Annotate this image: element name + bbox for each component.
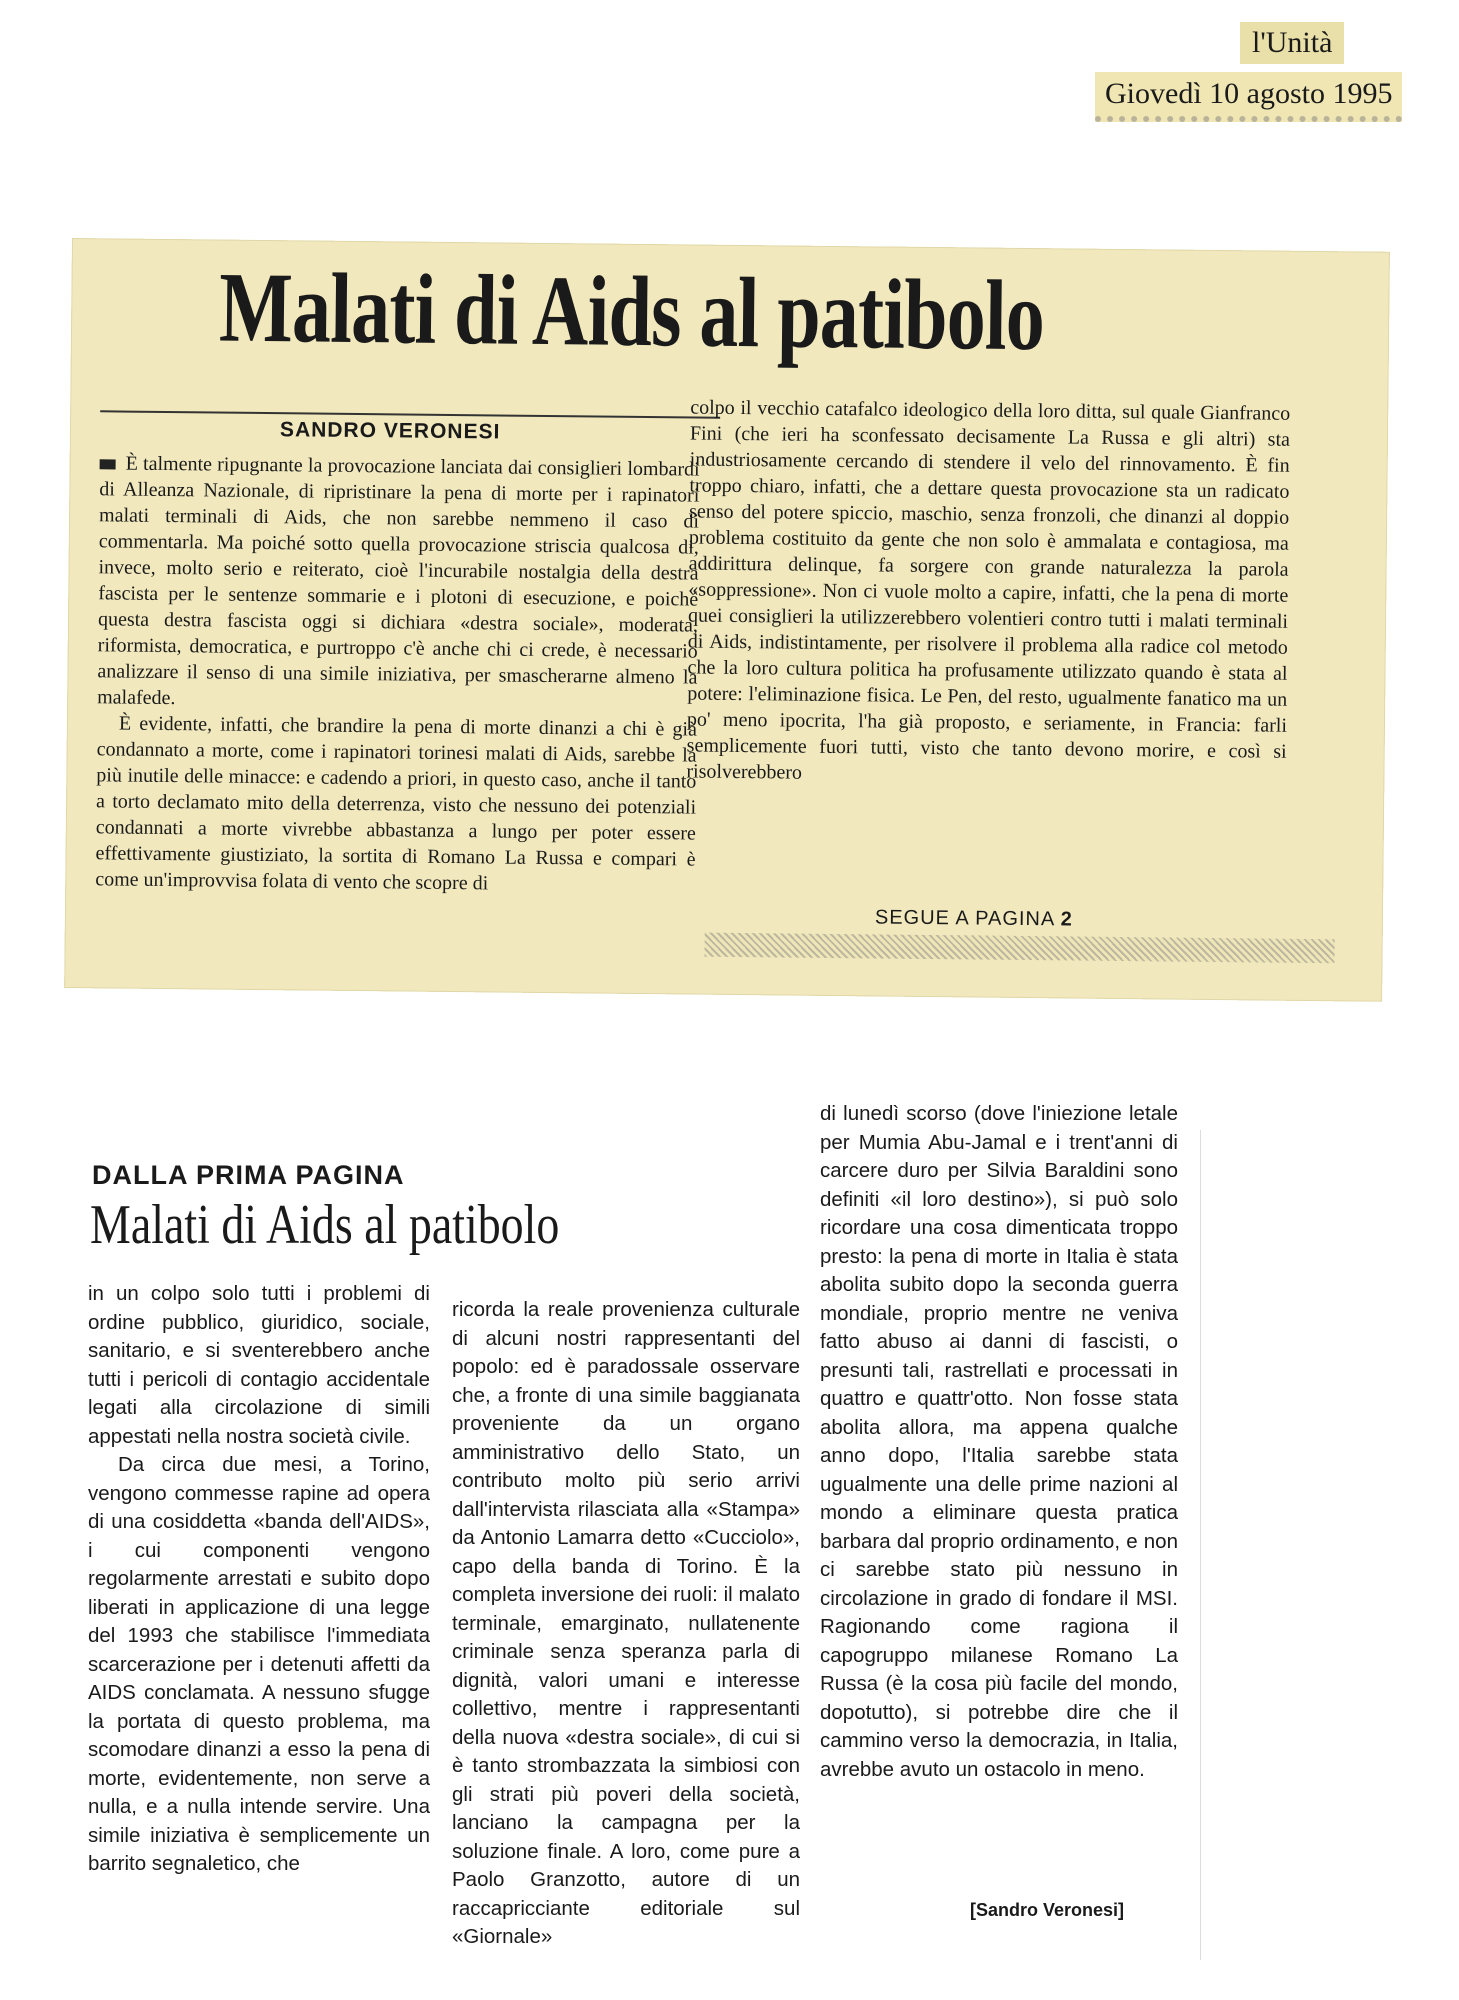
paragraph-bullet-icon (100, 460, 116, 470)
clipping-column-2 (686, 394, 1290, 790)
article-paragraph: ricorda la reale provenienza culturale di alcuni nostri rappresentanti del popolo: ed è paradossale osservare che, a fronte di una simile baggianata proveniente da un organo amministrativo dello Stato, un contributo molto più serio arrivi dall'intervista rilasciata alla «Stampa» da Antonio Lamarra detto «Cucciolo», capo della banda di Torino. È la completa inversione dei ruoli: il malato terminale, emarginato, nullatenente criminale senza speranza parla di dignità, valori umani e interesse collettivo, mentre i rappresentanti della nuova «destra sociale», di cui si è tanto strombazzata la simbiosi con gli strati più poveri della società, lanciano la campagna per la soluzione finale. A loro, come pure a Paolo Granzotto, autore di un raccapricciante editoriale sul «Giornale» (452, 1298, 800, 1948)
continuation-article (60, 1102, 1201, 1960)
article-column-2 (452, 1296, 800, 1952)
clipping-paragraph: È talmente ripugnante la provocazione lanciata dai consiglieri lombardi di Alleanza Nazionale, di ripristinare la pena di morte per i rapinatori malati terminali di Aids, che non sarebbe nemmeno il caso di commentarla. Ma poiché sotto quella provocazione striscia qualcosa di, invece, molto serio e reiterato, cioè l'incurabile nostalgia della destra fascista per le sentenze sommarie e i plotoni di esecuzione, e poiché questa destra fascista oggi si dichiara «destra sociale», moderata, riformista, democratica, e purtroppo c'è anche chi ci crede, è necessario analizzare il senso di una simile iniziativa, per smascherarne almeno la malafede. (97, 452, 700, 710)
segue-page-number: 2 (1060, 908, 1073, 931)
article-paragraph: Da circa due mesi, a Torino, vengono commesse rapine ad opera di una cosiddetta «banda dell'AIDS», i cui componenti vengono regolarmente arrestati e subito dopo liberati in applicazione di una legge del 1993 che stabilisce l'immediata scarcerazione per i detenuti affetti da AIDS conclamata. A nessuno sfugge la portata di questo problema, ma scomodare dinanzi a esso la pena di morte, evidentemente, non serve a nulla, e a nulla intende servire. Una simile iniziativa è semplicemente un barrito segnaletico, che (88, 1453, 430, 1875)
segue-label: SEGUE A PAGINA (874, 906, 1055, 931)
article-column-3 (820, 1100, 1178, 1784)
headline-rule (100, 410, 720, 418)
continued-on-page (875, 906, 1073, 931)
halftone-strip (705, 933, 1335, 964)
article-column-1 (88, 1280, 430, 1879)
article-headline: Malati di Aids al patibolo (90, 1194, 560, 1256)
clipping-column-1 (95, 450, 700, 898)
dateline: Giovedì 10 agosto 1995 (1095, 72, 1402, 122)
author-signature: [Sandro Veronesi] (970, 1900, 1125, 1920)
masthead: l'Unità (1240, 22, 1344, 64)
article-paragraph: in un colpo solo tutti i problemi di ordine pubblico, giuridico, sociale, sanitario, e si sventerebbero anche tutti i pericoli di contagio accidentale legati alla circolazione di simili appestati nella nostra società civile. (88, 1282, 430, 1448)
clipping-paragraph: È evidente, infatti, che brandire la pena di morte dinanzi a chi è già condannato a morte, come i rapinatori torinesi malati di Aids, sarebbe la più inutile delle minacce: e cadendo a priori, in questo caso, anche il tanto a torto declamato mito della deterrenza, visto che nessuno dei potenziali condannati a morte vivrebbe abbastanza a lungo per poter essere effettivamente giustiziato, la sortita di Romano La Russa e compari è come un'improvvisa folata di vento che scopre di (95, 712, 698, 895)
article-paragraph: di lunedì scorso (dove l'iniezione letale per Mumia Abu-Jamal e i trent'anni di carcere duro per Silvia Baraldini sono definiti «il loro destino»), si può solo ricordare una cosa dimenticata troppo presto: la pena di morte in Italia è stata abolita subito dopo la seconda guerra mondiale, proprio mentre ne veniva fatto abuso ai danni di fascisti, o presunti tali, rastrellati e processati in quattro e quattr'otto. Non fosse stata abolita allora, ma appena qualche anno dopo, l'Italia sarebbe stata ugualmente una delle prime nazioni al mondo a eliminare questa pratica barbara dal proprio ordinamento, e non ci sarebbe stato più nessuno in circolazione in grado di fondare il MSI. Ragionando come ragiona il capogruppo milanese Romano La Russa (è la cosa più facile del mondo, dopotutto), si potrebbe dire che il cammino verso la democrazia, in Italia, avrebbe avuto un ostacolo in meno. (820, 1102, 1178, 1781)
front-page-clipping (64, 238, 1390, 1002)
clipping-byline: SANDRO VERONESI (279, 418, 501, 444)
clipping-paragraph: colpo il vecchio catafalco ideologico della loro ditta, sul quale Gianfranco Fini (che ieri ha sconfessato decisamente La Russa e gli altri) sta industriosamente cercando di stendere il velo del rinnovamento. È fin troppo chiaro, infatti, che a dettare questa provocazione sta un radicato senso del potere spiccio, maschio, senza fronzoli, che dinanzi al doppio problema costituito da gente che non solo è ammalata e contagiosa, ma addirittura delinque, fa sorgere con grande naturalezza la parola «soppressione». Non ci vuole molto a capire, infatti, che la pena di morte quei consiglieri la utilizzerebbero volentieri contro tutti i malati terminali di Aids, indistintamente, per risolvere il problema alla radice col metodo che la loro cultura politica ha profusamente utilizzato quando è stata al potere: l'eliminazione fisica. Le Pen, del resto, ugualmente fanatico ma un po' meno ipocrita, l'ha già proposto, e seriamente, in Francia: farli semplicemente fuori tutti, visto che tanto devono morire, e così si risolverebbero (686, 396, 1291, 784)
article-kicker: DALLA PRIMA PAGINA (92, 1160, 405, 1190)
clipping-headline: Malati di Aids al patibolo (218, 251, 1045, 372)
